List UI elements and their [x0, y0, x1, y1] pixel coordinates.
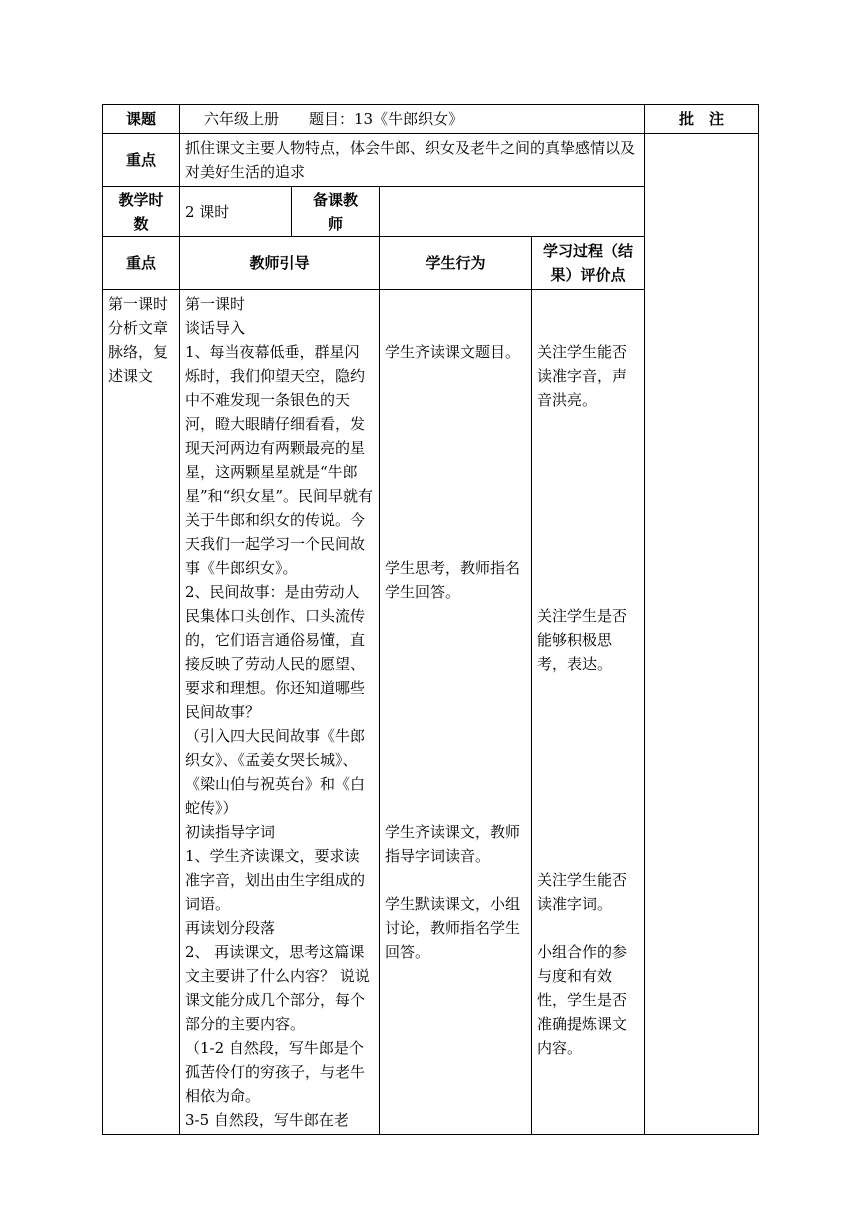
focus-col-line: 分析文章脉络，复述课文 [108, 319, 169, 385]
eval-point: 关注学生是否能够积极思考，表达。 [537, 607, 628, 673]
col-eval-header: 学习过程（结果）评价点 [532, 237, 645, 290]
focus-col-line: 第一课时 [108, 295, 169, 313]
teacher-paragraph: 谈话导入 [185, 319, 246, 337]
focus-row [103, 134, 759, 187]
teacher-paragraph: （引入四大民间故事《牛郎织女》、《孟姜女哭长城》、《梁山伯与祝英台》和《白蛇传》） [185, 727, 366, 817]
teacher-paragraph: 1、学生齐读课文，要求读准字音，划出由生字组成的词语。 [185, 847, 366, 913]
hours-label: 教学时数 [103, 187, 180, 237]
topic-label: 课题 [103, 105, 180, 134]
prep-teacher-label: 备课教师 [292, 187, 380, 237]
lesson-plan-table [102, 104, 759, 1135]
prep-teacher-value [380, 187, 645, 237]
teacher-paragraph: 2、民间故事：是由劳动人民集体口头创作、口头流传的，它们语言通俗易懂，直接反映了劳动人民的愿望、要求和理想。你还知道哪些民间故事？ [185, 583, 366, 721]
col-focus-header: 重点 [103, 237, 180, 290]
student-col-cell [380, 290, 532, 1135]
focus-col-cell [103, 290, 180, 1135]
eval-point: 关注学生能否读准字音，声音洪亮。 [537, 343, 628, 409]
eval-point: 小组合作的参与度和有效性，学生是否准确提炼课文内容。 [537, 943, 628, 1057]
hours-text: 2 课时 [180, 187, 292, 237]
teacher-paragraph: 第一课时 [185, 295, 246, 313]
notes-cell [645, 134, 759, 1135]
eval-point: 关注学生能否读准字词。 [537, 871, 628, 913]
focus-label: 重点 [103, 134, 180, 187]
topic-row [103, 105, 759, 134]
focus-text: 抓住课文主要人物特点，体会牛郎、织女及老牛之间的真挚感情以及对美好生活的追求 [180, 134, 645, 187]
teacher-paragraph: 1、每当夜幕低垂，群星闪烁时，我们仰望天空，隐约中不难发现一条银色的天河，瞪大眼睛仔细看看，发现天河两边有两颗最亮的星星，这两颗星星就是“牛郎星”和“织女星”。民间早就有关于牛郎和织女的传说。今天我们一起学习一个民间故事《牛郎织女》。 [185, 343, 374, 577]
teacher-col-cell [180, 290, 380, 1135]
teacher-paragraph: 3-5 自然段，写牛郎在老 [185, 1111, 349, 1129]
teacher-paragraph: 再读划分段落 [185, 919, 276, 937]
teacher-paragraph: 初读指导字词 [185, 823, 276, 841]
col-student-header: 学生行为 [380, 237, 532, 290]
notes-label: 批 注 [645, 105, 759, 134]
teacher-paragraph: 2、 再读课文，思考这篇课文主要讲了什么内容？ 说说课文能分成几个部分，每个部分的主要内容。 [185, 943, 370, 1033]
topic-text: 六年级上册 题目：13《牛郎织女》 [180, 105, 645, 134]
student-action: 学生齐读课文，教师指导字词读音。 [385, 823, 521, 865]
student-action: 学生思考，教师指名学生回答。 [385, 559, 521, 601]
eval-col-cell [532, 290, 645, 1135]
student-action: 学生齐读课文题目。 [385, 343, 521, 361]
col-teacher-header: 教师引导 [180, 237, 380, 290]
student-action: 学生默读课文，小组讨论，教师指名学生回答。 [385, 895, 521, 961]
teacher-paragraph: （1-2 自然段，写牛郎是个孤苦伶仃的穷孩子，与老牛相依为命。 [185, 1039, 366, 1105]
